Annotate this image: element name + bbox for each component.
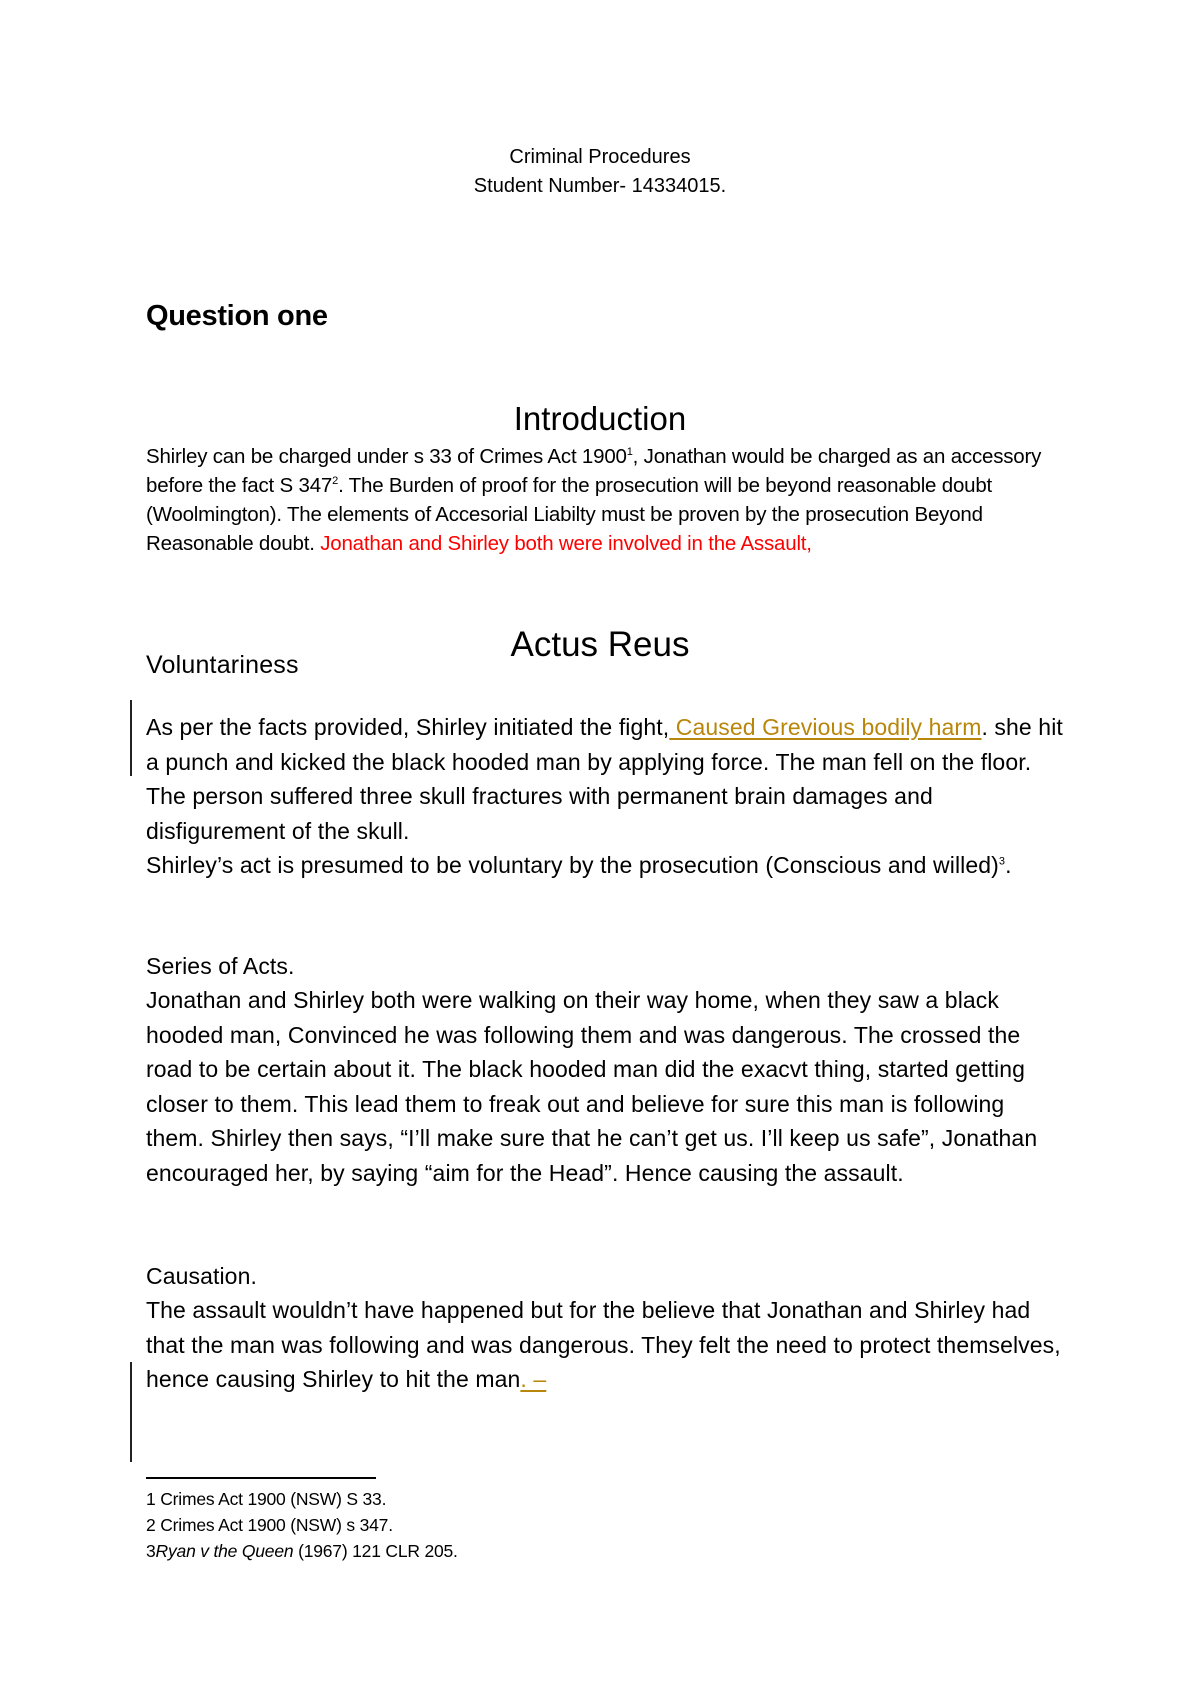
footnote-ref-3[interactable]: 3 bbox=[998, 855, 1006, 868]
tracked-insertion[interactable]: Caused Grevious bodily harm bbox=[669, 714, 982, 740]
actus-reus-heading: Actus Reus bbox=[510, 625, 690, 664]
causation-paragraph bbox=[146, 1293, 1066, 1397]
footnote-2: 2 Crimes Act 1900 (NSW) s 347. bbox=[146, 1515, 393, 1535]
footnotes bbox=[146, 1486, 458, 1564]
document-title: Criminal Procedures bbox=[509, 146, 691, 168]
voluntariness-paragraph bbox=[146, 710, 1066, 883]
introduction-paragraph bbox=[146, 442, 1066, 558]
footnote-1: 1 Crimes Act 1900 (NSW) S 33. bbox=[146, 1489, 387, 1509]
voluntariness-text-2: . she hit a punch and kicked the black hooded man by applying force. The man fell on the floor. The person suffered three skull fractures with permanent brain damages and disfigurement of the skull. bbox=[146, 714, 1063, 844]
series-of-acts-paragraph: Jonathan and Shirley both were walking on their way home, when they saw a black hooded man, Convinced he was following them and was dangerous. The crossed the road to be certain about it. The black hooded man did the exacvt thing, started getting closer to them. This lead them to freak out and believe for sure this man is following them. Shirley then says, “I’ll make sure that he can’t get us. I’ll keep us safe”, Jonathan encouraged her, by saying “aim for the Head”. Hence causing the assault. bbox=[146, 987, 1038, 1186]
footnote-3-citation: (1967) 121 CLR 205. bbox=[293, 1541, 458, 1561]
footnote-3-case: Ryan v the Queen bbox=[155, 1541, 294, 1561]
intro-text-2: , Jonathan would be charged as an accessory before the fact S 347 bbox=[146, 445, 1042, 497]
causation-text: The assault wouldn’t have happened but for the believe that Jonathan and Shirley had that the man was following and was dangerous. They felt the need to protect themselves, hence causing Shirley to hit the man bbox=[146, 1297, 1061, 1392]
footnote-ref-2[interactable]: 2 bbox=[332, 475, 339, 488]
introduction-heading: Introduction bbox=[513, 400, 687, 437]
student-number: Student Number- 14334015. bbox=[473, 175, 727, 197]
change-bar-2 bbox=[130, 1362, 132, 1462]
intro-text-1: Shirley can be charged under s 33 of Crimes Act 1900 bbox=[146, 445, 627, 468]
footnote-ref-1[interactable]: 1 bbox=[626, 446, 633, 459]
voluntariness-text-1: As per the facts provided, Shirley initiated the fight, bbox=[146, 714, 670, 740]
question-heading: Question one bbox=[146, 300, 328, 332]
footnote-3 bbox=[146, 1538, 458, 1564]
voluntariness-heading: Voluntariness bbox=[146, 651, 299, 679]
change-bar bbox=[130, 700, 132, 776]
voluntariness-text-3-end: . bbox=[1005, 852, 1012, 878]
tracked-insertion-2[interactable]: . – bbox=[520, 1366, 547, 1392]
voluntariness-text-3: Shirley’s act is presumed to be voluntary by the prosecution (Conscious and willed) bbox=[146, 852, 999, 878]
footnote-separator bbox=[146, 1477, 376, 1479]
intro-text-3: . The Burden of proof for the prosecution will be beyond reasonable doubt (Woolmington). The elements of Accesorial Liabilty must be proven by the prosecution Beyond Reasonable doubt. bbox=[146, 474, 993, 555]
causation-heading: Causation. bbox=[146, 1263, 257, 1289]
series-of-acts-heading: Series of Acts. bbox=[146, 953, 295, 979]
intro-comment-red: Jonathan and Shirley both were involved in the Assault, bbox=[314, 532, 812, 555]
footnote-3-num: 3 bbox=[146, 1541, 156, 1561]
